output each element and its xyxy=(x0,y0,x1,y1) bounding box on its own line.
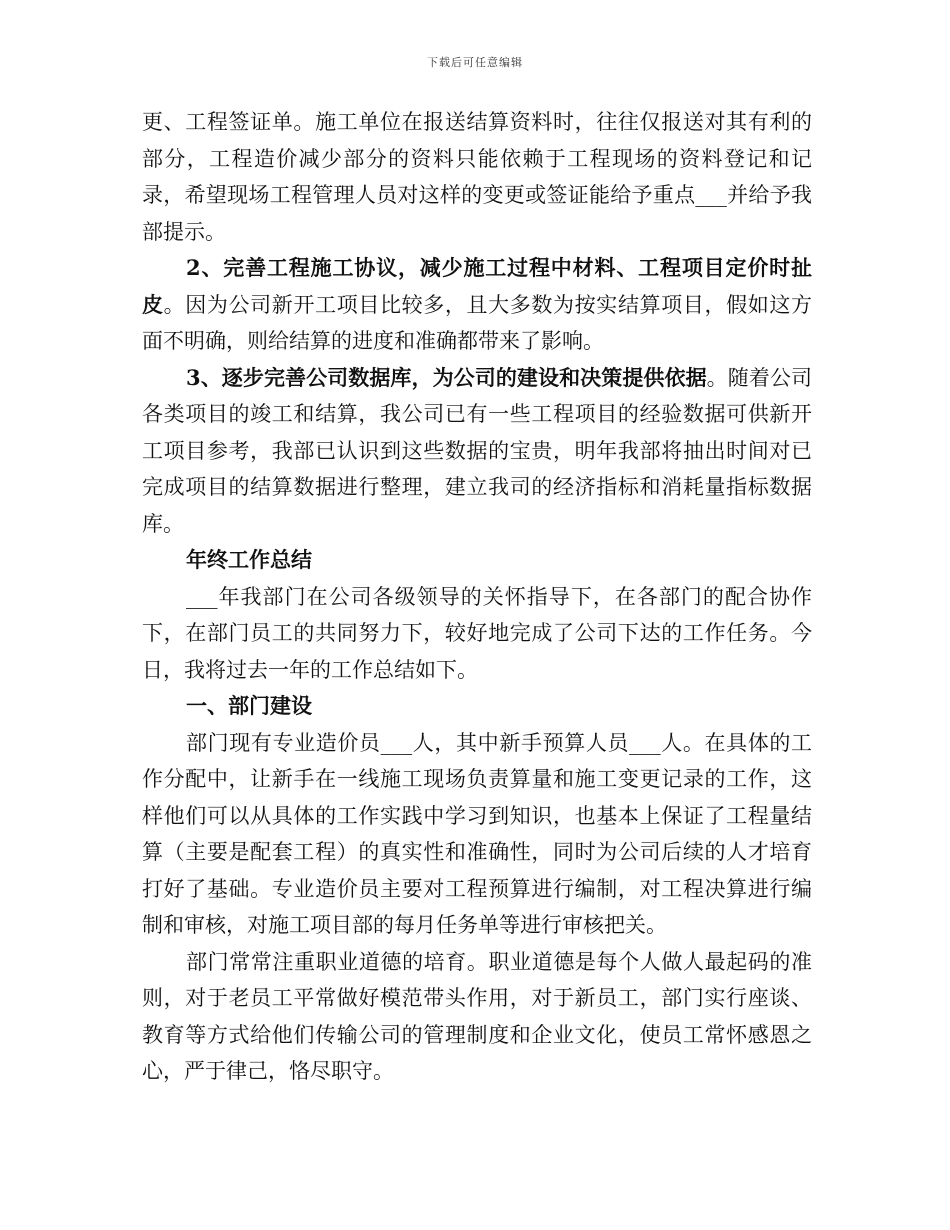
paragraph-continuation xyxy=(142,104,812,250)
paragraph-department-staff xyxy=(142,725,812,944)
page-header: 下载后可任意编辑 xyxy=(427,56,523,69)
section-heading-text: 一、部门建设 xyxy=(186,693,312,718)
paragraph-text: 部门常常注重职业道德的培育。职业道德是每个人做人最起码的准则，对于老员工平常做好模范带头作用，对于新员工，部门实行座谈、教育等方式给他们传输公司的管理制度和企业文化，使员工常怀感恩之心，严于律己，恪尽职守。 xyxy=(142,949,812,1083)
document-body xyxy=(142,104,812,1090)
section-title xyxy=(142,542,812,579)
paragraph-text: 。因为公司新开工项目比较多，且大多数为按实结算项目，假如这方面不明确，则给结算的进度和准确都带来了影响。 xyxy=(142,292,813,353)
paragraph-text: 部门现有专业造价员___人，其中新手预算人员___人。在具体的工作分配中，让新手在一线施工现场负责算量和施工变更记录的工作，这样他们可以从具体的工作实践中学习到知识，也基本上保证了工程量结算（主要是配套工程）的真实性和准确性，同时为公司后续的人才培育打好了基础。专业造价员主要对工程预算进行编制，对工程决算进行编制和审核，对施工项目部的每月任务单等进行审核把关。 xyxy=(142,730,812,937)
section-heading-department xyxy=(142,688,812,725)
section-title-text: 年终工作总结 xyxy=(186,547,312,572)
paragraph-text: 。随着公司各类项目的竣工和结算，我公司已有一些工程项目的经验数据可供新开工项目参考，我部已认识到这些数据的宝贵，明年我部将抽出时间对已完成项目的结算数据进行整理，建立我司的经济指标和消耗量指标数据库。 xyxy=(142,365,812,536)
paragraph-ethics xyxy=(142,944,812,1090)
paragraph-lead: 3、逐步完善公司数据库，为公司的建设和决策提供依据 xyxy=(186,364,707,390)
paragraph-intro xyxy=(142,579,812,689)
paragraph-lead: 2、完善工程施工协议，减少施工过程中材料、工程项目定价时扯皮 xyxy=(142,255,812,317)
paragraph-text: ___年我部门在公司各级领导的关怀指导下，在各部门的配合协作下，在部门员工的共同努力下，较好地完成了公司下达的工作任务。今日，我将过去一年的工作总结如下。 xyxy=(142,584,812,682)
paragraph-item-2 xyxy=(142,250,812,360)
paragraph-item-3 xyxy=(142,360,812,543)
paragraph-text: 更、工程签证单。施工单位在报送结算资料时，往往仅报送对其有利的部分，工程造价减少部分的资料只能依赖于工程现场的资料登记和记录，希望现场工程管理人员对这样的变更或签证能给予重点___并给予我部提示。 xyxy=(142,110,812,244)
